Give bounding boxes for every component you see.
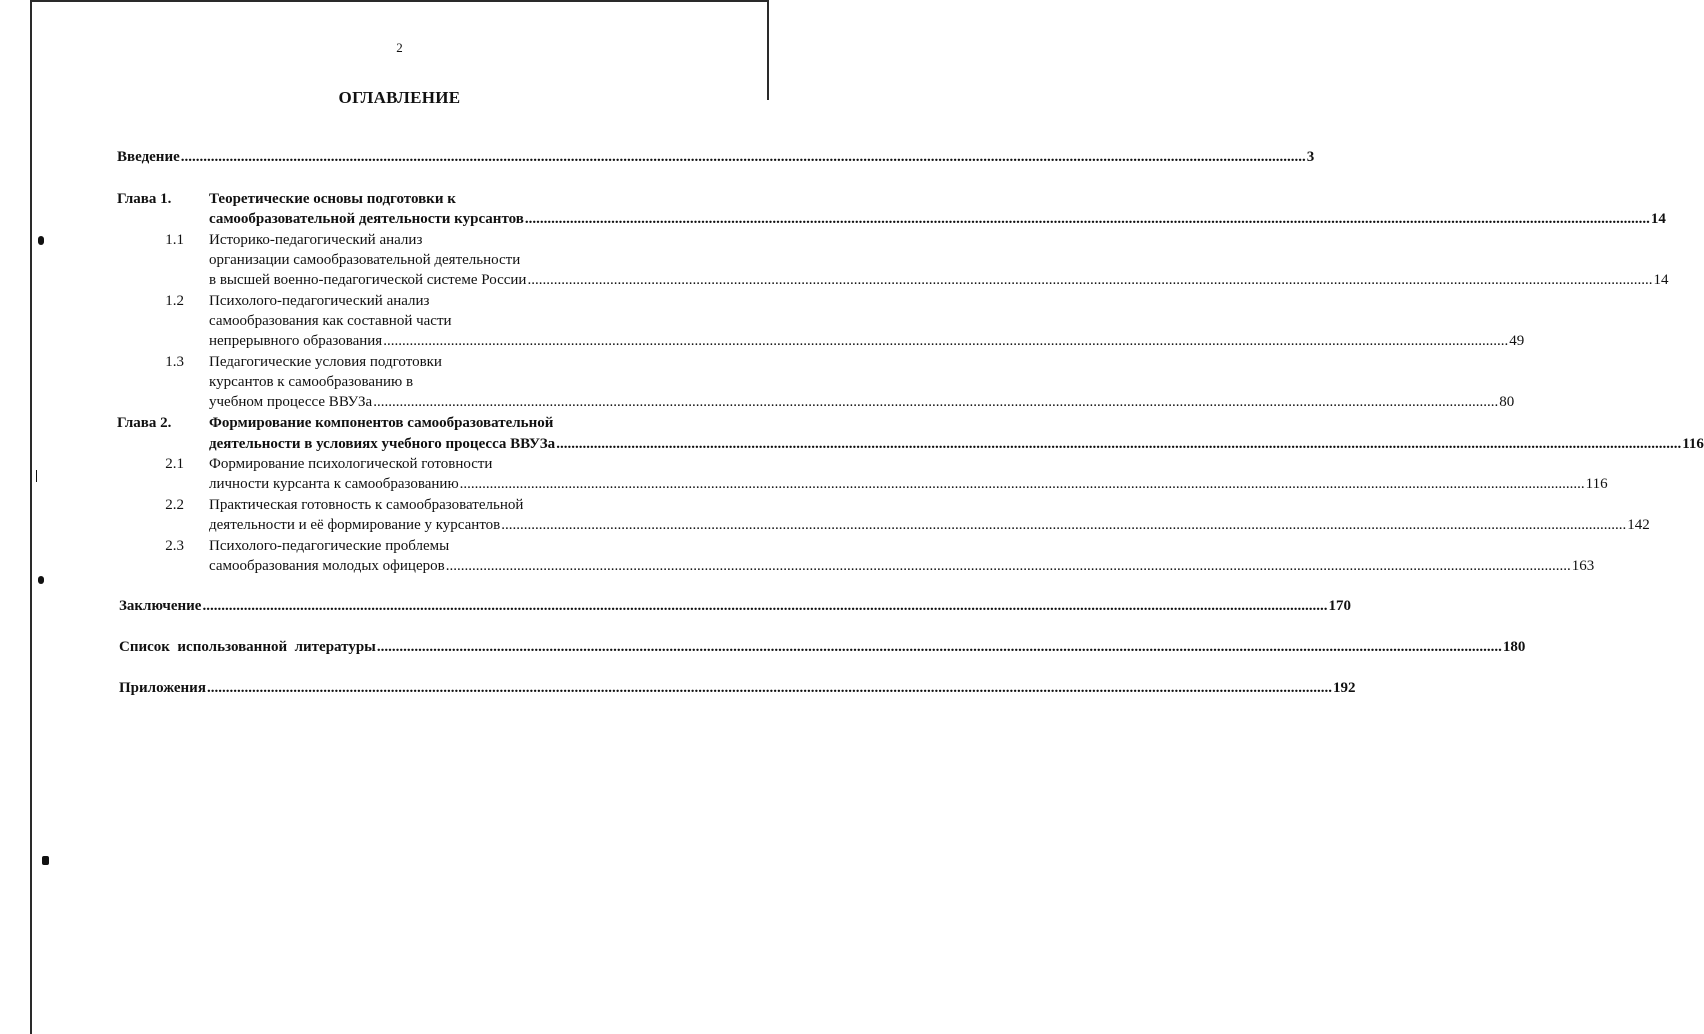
toc-entry-intro[interactable]: [117, 149, 1315, 166]
toc-entry-appendix[interactable]: [119, 680, 1356, 697]
toc-leader-dots: ............................................................................................................................................................................................................................................................................................................: [376, 639, 1502, 655]
toc-leader-dots: ............................................................................................................................................................................................................................................................................................................: [459, 476, 1585, 492]
chapter-1-title-line[interactable]: Теоретические основы подготовки к: [209, 191, 456, 207]
toc-leader-dots: ............................................................................................................................................................................................................................................................................................................: [180, 149, 1306, 165]
toc-entry-label: самообразовательной деятельности курсантов: [209, 211, 524, 227]
toc-entry-label: Приложения: [119, 680, 206, 696]
section-title-line[interactable]: самообразования как составной части: [209, 313, 452, 329]
chapter-1-title-last-line[interactable]: [209, 211, 1666, 228]
toc-entry-page: 80: [1499, 394, 1515, 410]
toc-entry-conclusion[interactable]: [119, 598, 1351, 615]
scan-border-top: [30, 0, 769, 2]
toc-entry-label: учебном процессе ВВУЗа: [209, 394, 373, 410]
toc-leader-dots: ............................................................................................................................................................................................................................................................................................................: [202, 598, 1328, 614]
toc-entry-references[interactable]: [119, 639, 1526, 656]
section-title-line[interactable]: Педагогические условия подготовки: [209, 354, 442, 370]
toc-entry-label: Заключение: [119, 598, 202, 614]
chapter-2-label: Глава 2.: [117, 415, 172, 431]
toc-entry-page: 163: [1571, 558, 1595, 574]
section-title-line[interactable]: Практическая готовность к самообразовательной: [209, 497, 524, 513]
chapter-1-label: Глава 1.: [117, 191, 172, 207]
toc-leader-dots: ............................................................................................................................................................................................................................................................................................................: [445, 558, 1571, 574]
scan-speck: [36, 470, 37, 482]
section-title-line[interactable]: курсантов к самообразованию в: [209, 374, 414, 390]
section-title-line[interactable]: Психолого-педагогические проблемы: [209, 538, 450, 554]
toc-entry-label: непрерывного образования: [209, 333, 383, 349]
section-number: 2.3: [165, 538, 184, 554]
page-number: 2: [396, 40, 403, 55]
section-1-1-entry[interactable]: [209, 272, 1669, 289]
toc-leader-dots: ............................................................................................................................................................................................................................................................................................................: [373, 394, 1499, 410]
section-title-line[interactable]: организации самообразовательной деятельности: [209, 252, 521, 268]
toc-entry-label: Список использованной литературы: [119, 639, 376, 655]
toc-entry-page: 116: [1585, 476, 1608, 492]
section-1-3-entry[interactable]: [209, 394, 1515, 411]
toc-entry-page: 192: [1332, 680, 1356, 696]
section-2-3-entry[interactable]: [209, 558, 1595, 575]
toc-leader-dots: ............................................................................................................................................................................................................................................................................................................: [524, 211, 1650, 227]
toc-entry-page: 142: [1627, 517, 1650, 533]
toc-leader-dots: ............................................................................................................................................................................................................................................................................................................: [206, 680, 1332, 696]
scan-speck: [38, 576, 44, 584]
toc-entry-page: 116: [1682, 436, 1704, 452]
toc-entry-label: в высшей военно-педагогической системе России: [209, 272, 527, 288]
section-1-2-entry[interactable]: [209, 333, 1525, 350]
chapter-2-title-last-line[interactable]: [209, 436, 1704, 453]
section-title-line[interactable]: Психолого-педагогический анализ: [209, 293, 430, 309]
toc-entry-page: 49: [1509, 333, 1525, 349]
toc-entry-page: 170: [1328, 598, 1351, 614]
section-number: 1.1: [165, 232, 184, 248]
toc-entry-page: 14: [1650, 211, 1666, 227]
toc-entry-label: Введение: [117, 149, 180, 165]
section-title-line[interactable]: Историко-педагогический анализ: [209, 232, 423, 248]
section-number: 1.3: [165, 354, 184, 370]
scan-speck: [42, 856, 49, 865]
toc-leader-dots: ............................................................................................................................................................................................................................................................................................................: [501, 517, 1627, 533]
scan-speck: [38, 236, 44, 245]
chapter-2-title-line[interactable]: Формирование компонентов самообразовательной: [209, 415, 554, 431]
toc-title: ОГЛАВЛЕНИЕ: [338, 88, 461, 107]
toc-leader-dots: ............................................................................................................................................................................................................................................................................................................: [556, 436, 1682, 452]
toc-leader-dots: ............................................................................................................................................................................................................................................................................................................: [527, 272, 1653, 288]
scan-border-left: [30, 0, 32, 1034]
toc-entry-label: деятельности в условиях учебного процесса ВВУЗа: [209, 436, 556, 452]
section-number: 2.2: [165, 497, 184, 513]
section-number: 2.1: [165, 456, 184, 472]
section-title-line[interactable]: Формирование психологической готовности: [209, 456, 493, 472]
section-number: 1.2: [165, 293, 184, 309]
toc-entry-label: деятельности и её формирование у курсантов: [209, 517, 501, 533]
toc-leader-dots: ............................................................................................................................................................................................................................................................................................................: [383, 333, 1509, 349]
section-2-1-entry[interactable]: [209, 476, 1608, 493]
toc-entry-page: 3: [1306, 149, 1315, 165]
toc-entry-label: личности курсанта к самообразованию: [209, 476, 459, 492]
section-2-2-entry[interactable]: [209, 517, 1650, 534]
toc-entry-page: 180: [1502, 639, 1526, 655]
toc-entry-label: самообразования молодых офицеров: [209, 558, 445, 574]
toc-entry-page: 14: [1653, 272, 1669, 288]
